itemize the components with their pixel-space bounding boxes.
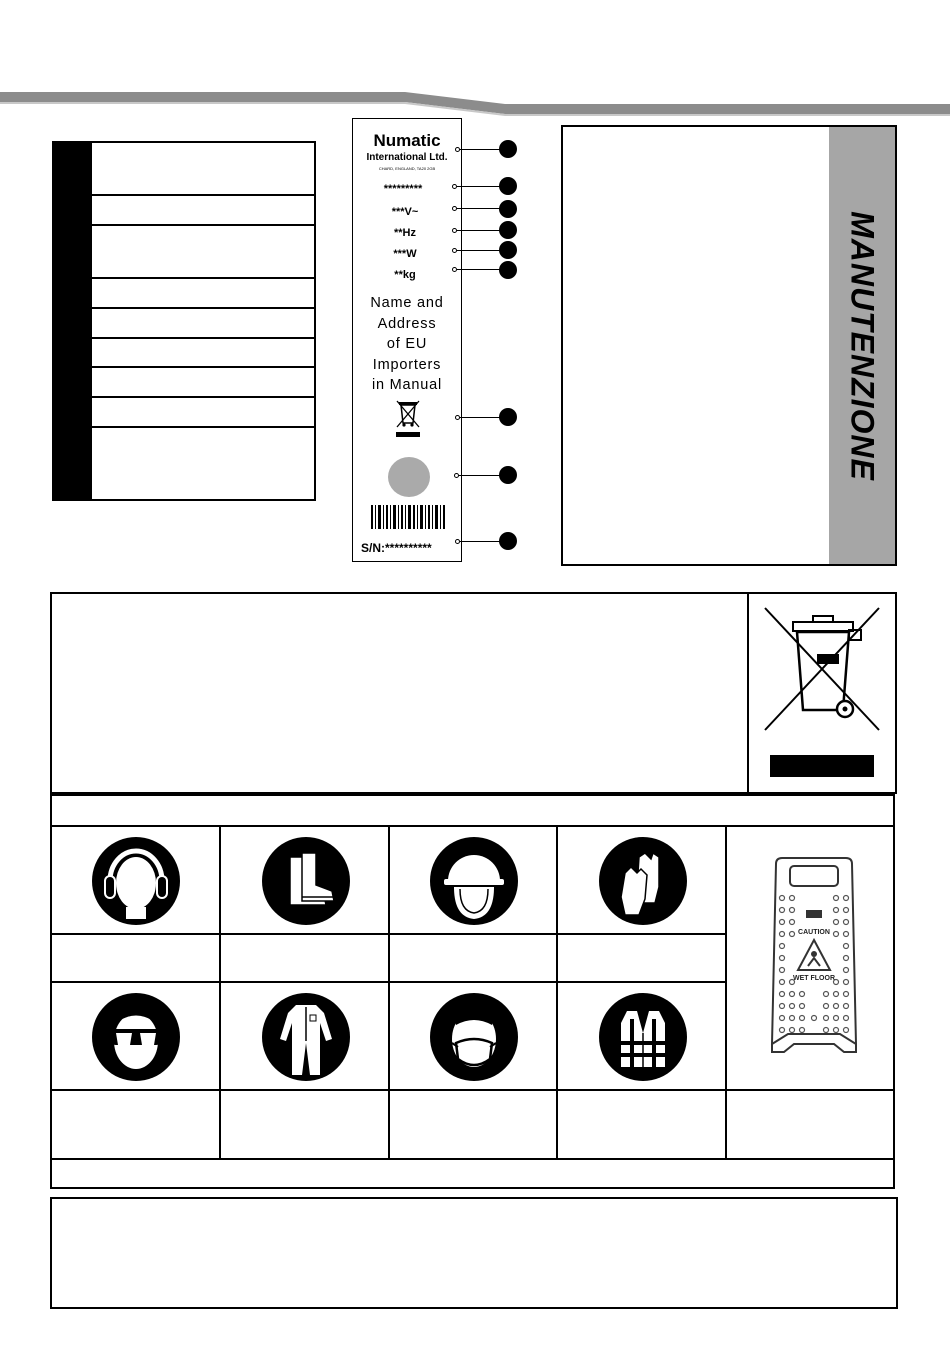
- rating-label: [352, 118, 462, 562]
- legend-row: [92, 428, 314, 499]
- voltage-field: ***V~: [391, 206, 419, 218]
- crossed-out-wheelie-bin-icon: [761, 604, 885, 782]
- serial-number-field: S/N:**********: [361, 541, 432, 555]
- legend-number-column: [54, 143, 92, 499]
- legend-row: [92, 279, 314, 309]
- legend-table: [52, 141, 316, 501]
- legend-row: [92, 368, 314, 398]
- disposal-panel: [50, 592, 897, 794]
- model-field: *********: [383, 183, 423, 195]
- maintenance-title: MANUTENZIONE: [844, 210, 881, 481]
- maintenance-panel: [561, 125, 897, 566]
- weight-field: **kg: [394, 269, 416, 281]
- caution-text: CAUTION: [798, 929, 830, 936]
- brand-name: Numatic: [373, 131, 441, 150]
- frequency-field: **Hz: [393, 227, 416, 239]
- grey-circle-mark: [388, 457, 430, 497]
- legend-row: [92, 309, 314, 339]
- power-field: ***W: [393, 248, 417, 260]
- header-band-graphic: [0, 88, 950, 118]
- ppe-grid: [50, 794, 895, 1189]
- legend-row: [92, 196, 314, 226]
- ear-protection-icon: [92, 837, 180, 925]
- protective-gloves-icon: [599, 837, 687, 925]
- notes-panel: [50, 1197, 898, 1309]
- face-mask-icon: [430, 993, 518, 1081]
- protective-overalls-icon: [262, 993, 350, 1081]
- legend-row: [92, 143, 314, 196]
- hard-hat-icon: [430, 837, 518, 925]
- hi-vis-vest-icon: [599, 993, 687, 1081]
- maintenance-strip: [829, 127, 895, 564]
- barcode-icon: [371, 505, 447, 529]
- safety-goggles-icon: [92, 993, 180, 1081]
- disposal-icon-cell: [747, 594, 895, 792]
- wet-floor-text: WET FLOOR: [793, 975, 835, 982]
- company-address: CHARD, ENGLAND, TA20 2GB: [378, 166, 436, 171]
- wet-floor-sign-icon: [768, 854, 860, 1072]
- safety-boots-icon: [262, 837, 350, 925]
- legend-row: [92, 339, 314, 368]
- crossed-out-bin-icon: [393, 399, 423, 439]
- legend-row: [92, 398, 314, 428]
- header-band: [0, 88, 950, 118]
- importer-note: Name and Address of EU Importers in Manual: [370, 295, 444, 393]
- legend-row: [92, 226, 314, 279]
- company-name: International Ltd.: [366, 152, 448, 163]
